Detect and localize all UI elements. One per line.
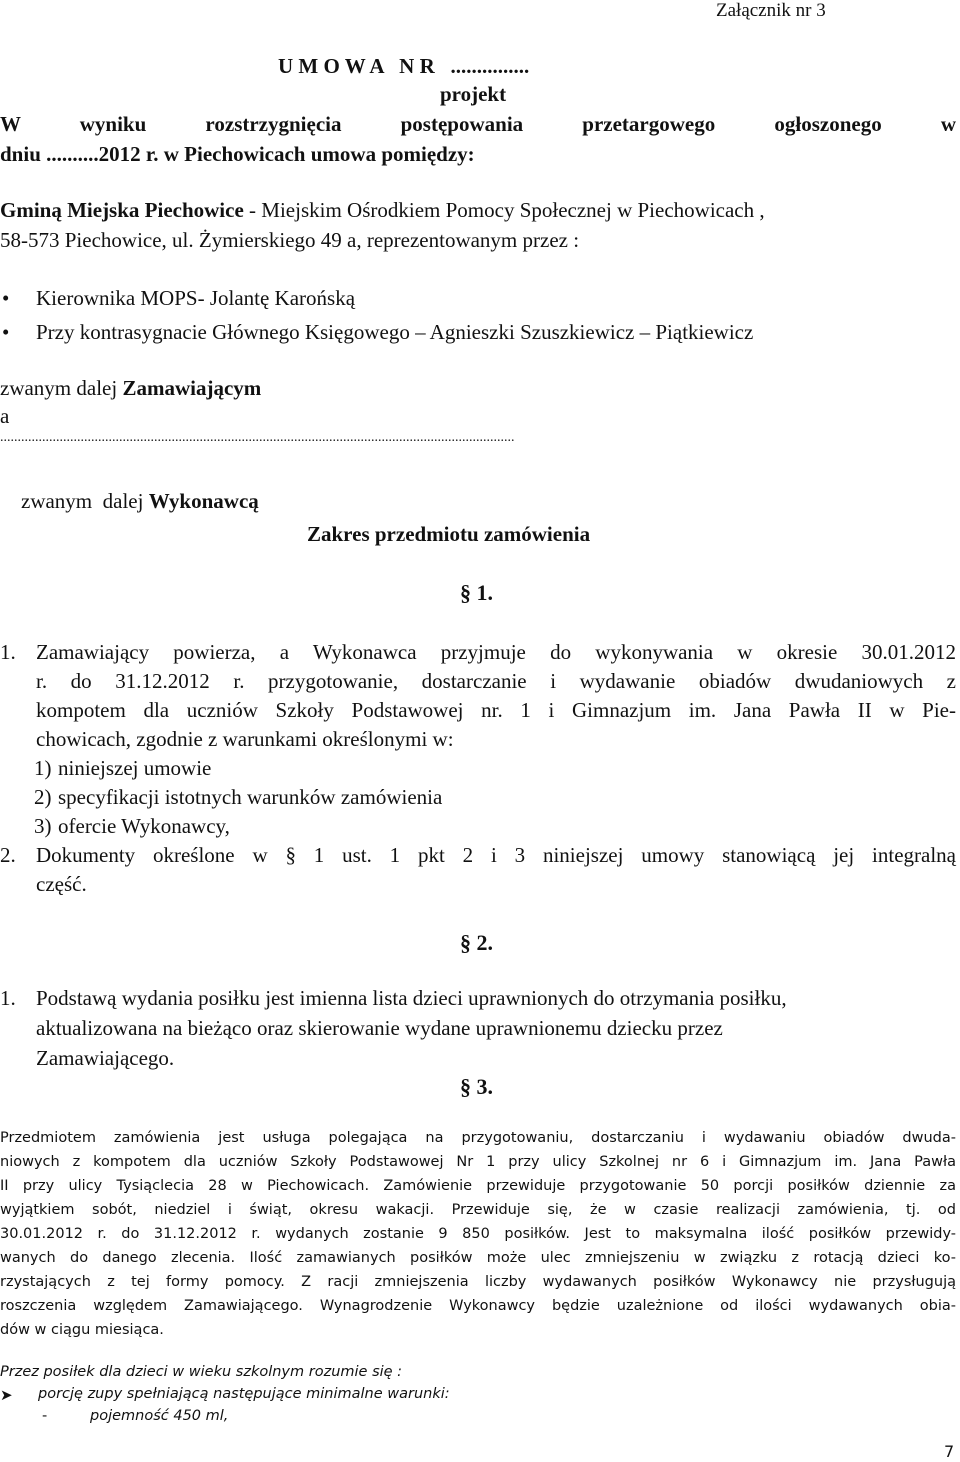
countersignature-text: Przy kontrasygnacie Głównego Księgowego – Agnieszki Szuszkiewicz – Piątkiewicz bbox=[36, 320, 754, 344]
representative-item bbox=[36, 286, 355, 311]
s3-line-2: niowych z kompotem dla uczniów Szkoły Podstawowej Nr 1 przy ulicy Szkolnej nr 6 i Gimnazjum im. Jana Pawła bbox=[0, 1154, 956, 1170]
countersignature-item bbox=[36, 320, 753, 345]
s3-line-1: Przedmiotem zamówienia jest usługa polegająca na przygotowaniu, dostarczaniu i wydawaniu obiadów dwuda- bbox=[0, 1130, 956, 1146]
paragraph-mark-1: § 1. bbox=[460, 580, 493, 605]
draft-label: projekt bbox=[440, 82, 507, 106]
s1-p1-number: 1. bbox=[0, 640, 16, 664]
and-word: a bbox=[0, 404, 10, 428]
ordering-party-name: Zamawiającym bbox=[122, 376, 262, 400]
s3-line-4: wyjątkiem sobót, niedziel i świąt, okresu wakacji. Przewiduje się, że w czasie realizacji zamówienia, tj. od bbox=[0, 1202, 956, 1218]
s2-p1-line-1: Podstawą wydania posiłku jest imienna lista dzieci uprawnionych do otrzymania posiłku, bbox=[36, 986, 787, 1010]
s3-line-5: 30.01.2012 r. do 31.12.2012 r. wydanych zostanie 9 850 posiłków. Jest to maksymalna ilość posiłków przewidy- bbox=[0, 1226, 956, 1242]
intro-line-2: dniu ..........2012 r. w Piechowicach umowa pomiędzy: bbox=[0, 142, 475, 166]
s1-sub-item-2-number: 2) bbox=[34, 785, 52, 809]
s3-line-3: II przy ulicy Tysiąclecia 28 w Piechowicach. Zamówienie przewiduje przygotowanie 50 porcji posiłków dziennie za bbox=[0, 1178, 956, 1194]
representative-text: Kierownika MOPS- Jolantę Karońską bbox=[36, 286, 356, 310]
paragraph-mark-3: § 3. bbox=[460, 1074, 493, 1099]
s1-sub-item-3-text: ofercie Wykonawcy, bbox=[58, 814, 230, 838]
ordering-party-line bbox=[0, 376, 261, 401]
s1-p2-line-2: część. bbox=[36, 872, 87, 896]
contractor-line bbox=[0, 464, 259, 539]
s1-p1-line-2: r. do 31.12.2012 r. przygotowanie, dostarczanie i wydawanie obiadów dwudaniowych z bbox=[36, 669, 956, 693]
s1-sub-item-1-number: 1) bbox=[34, 756, 52, 780]
s3-line-8: roszczenia względem Zamawiającego. Wynagrodzenie Wykonawcy będzie uzależnione od ilości wydawanych obia- bbox=[0, 1298, 956, 1314]
soup-volume-item: pojemność 450 ml, bbox=[90, 1408, 229, 1424]
s1-p1-line-3: kompotem dla uczniów Szkoły Podstawowej nr. 1 i Gimnazjum im. Jana Pawła II w Pie- bbox=[36, 698, 956, 722]
party-line-1 bbox=[0, 198, 765, 223]
intro-line-1: W wyniku rozstrzygnięcia postępowania przetargowego ogłoszonego w bbox=[0, 112, 956, 136]
contract-title: U M O W A N R ............... bbox=[278, 54, 530, 78]
ordering-party-prefix: zwanym dalej bbox=[0, 376, 123, 400]
contractor-name: Wykonawcą bbox=[148, 489, 259, 513]
s3-line-6: wanych do danego zlecenia. Ilość zamawianych posiłków może ulec zmniejszeniu w związku z rotacją dzieci ko- bbox=[0, 1250, 956, 1266]
page-number: 7 bbox=[944, 1442, 955, 1461]
contractor-prefix: zwanym dalej bbox=[21, 489, 149, 513]
paragraph-mark-2: § 2. bbox=[460, 930, 493, 955]
s1-sub-item-1-text: niniejszej umowie bbox=[58, 756, 212, 780]
party-name-rest: - Miejskim Ośrodkiem Pomocy Społecznej w Piechowicach , bbox=[243, 198, 765, 222]
s2-p1-line-2: aktualizowana na bieżąco oraz skierowanie wydane uprawnionemu dziecku przez bbox=[36, 1016, 723, 1040]
section-heading: Zakres przedmiotu zamówienia bbox=[307, 522, 591, 546]
party-name: Gminą Miejska Piechowice bbox=[0, 198, 244, 222]
contractor-placeholder-dots: ................................................................................................................................................... bbox=[0, 430, 515, 445]
s1-p2-number: 2. bbox=[0, 843, 16, 867]
s1-sub-item-2-text: specyfikacji istotnych warunków zamówienia bbox=[58, 785, 443, 809]
annex-label: Załącznik nr 3 bbox=[716, 0, 826, 21]
s2-p1-line-3: Zamawiającego. bbox=[36, 1046, 175, 1070]
party-address: 58-573 Piechowice, ul. Żymierskiego 49 a, reprezentowanym przez : bbox=[0, 228, 580, 252]
arrow-bullet-icon: ➤ bbox=[0, 1386, 13, 1404]
meal-soup-item: porcję zupy spełniającą następujące minimalne warunki: bbox=[38, 1386, 450, 1402]
s1-p1-line-1: Zamawiający powierza, a Wykonawca przyjmuje do wykonywania w okresie 30.01.2012 bbox=[36, 640, 956, 664]
s1-sub-item-3-number: 3) bbox=[34, 814, 52, 838]
s1-p1-line-4: chowicach, zgodnie z warunkami określonymi w: bbox=[36, 727, 454, 751]
s2-p1-number: 1. bbox=[0, 986, 16, 1010]
dash-bullet-icon: - bbox=[42, 1408, 48, 1424]
meal-definition-intro: Przez posiłek dla dzieci w wieku szkolnym rozumie się : bbox=[0, 1364, 403, 1380]
s3-line-9: dów w ciągu miesiąca. bbox=[0, 1322, 164, 1338]
s3-line-7: rzystających z tej formy pomocy. Z racji zmniejszenia liczby wydawanych posiłków Wykonawcy nie przysługują bbox=[0, 1274, 956, 1290]
s1-p2-line-1: Dokumenty określone w § 1 ust. 1 pkt 2 i 3 niniejszej umowy stanowiącą jej integralną bbox=[36, 843, 956, 867]
